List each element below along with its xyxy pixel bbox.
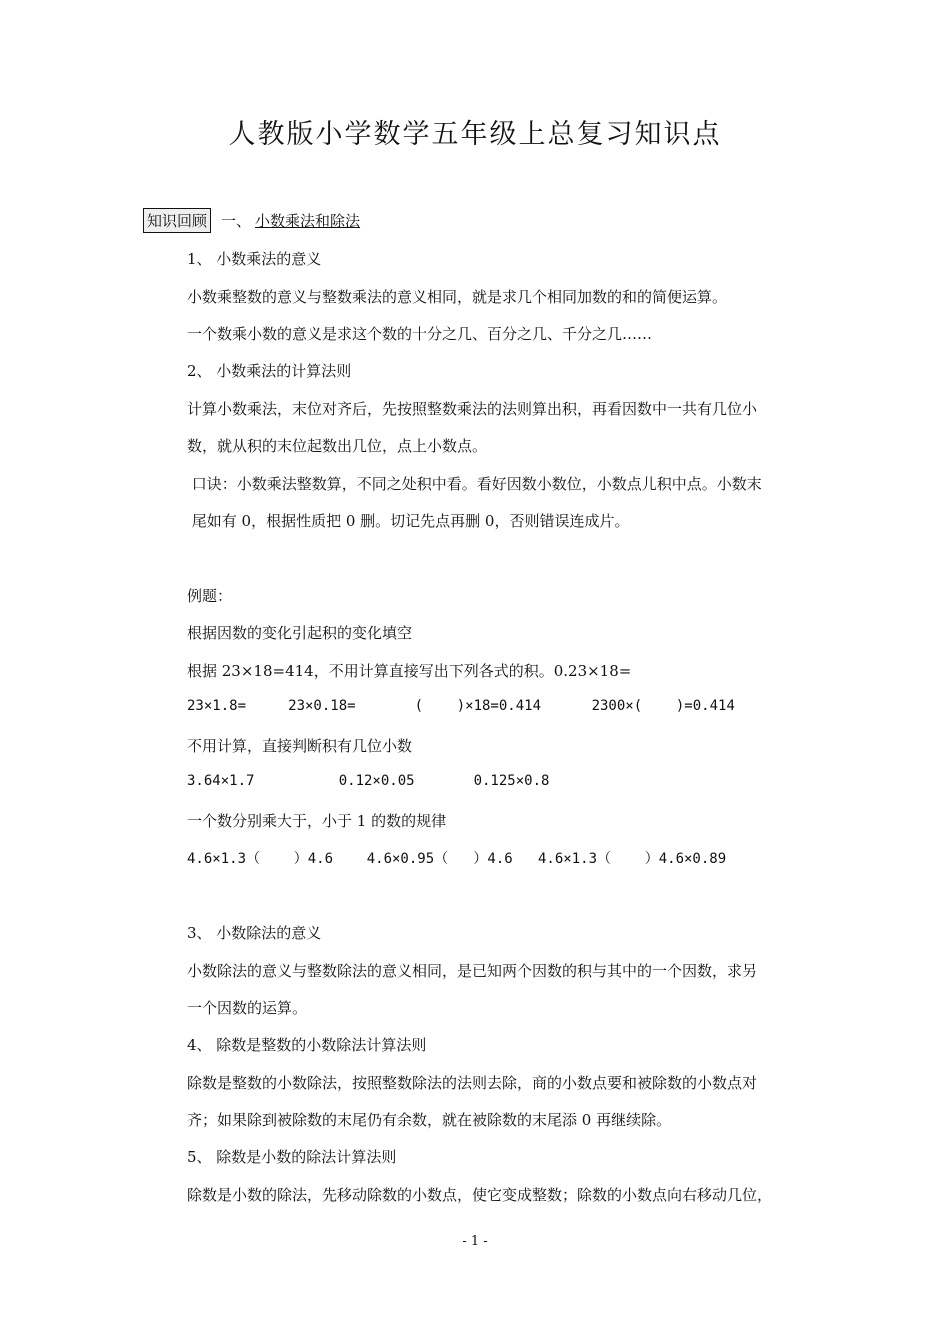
exercise-line: 23×1.8= 23×0.18= ( )×18=0.414 2300×( )=0.414	[187, 698, 735, 714]
example-label: 例题：	[187, 587, 233, 605]
paragraph-line: 不用计算，直接判断积有几位小数	[187, 737, 413, 755]
paragraph-line: 一个数乘小数的意义是求这个数的十分之几、百分之几、千分之几……	[187, 325, 653, 343]
exercise-line: 4.6×1.3（ ）4.6 4.6×0.95（ ）4.6 4.6×1.3（ ）4.6×0.89	[187, 851, 727, 867]
section-heading	[143, 208, 360, 233]
subheading-5: 5、 除数是小数的除法计算法则	[187, 1148, 397, 1166]
mnemonic-line: 口诀：小数乘法整数算，不同之处积中看。看好因数小数位，小数点儿积中点。小数末	[187, 475, 762, 493]
paragraph-line: 数，就从积的末位起数出几位，点上小数点。	[187, 437, 488, 455]
paragraph-line: 根据因数的变化引起积的变化填空	[187, 624, 413, 642]
paragraph-line: 计算小数乘法，末位对齐后，先按照整数乘法的法则算出积，再看因数中一共有几位小	[187, 400, 758, 418]
subheading-2: 2、 小数乘法的计算法则	[187, 362, 352, 380]
page-number: - 1 -	[462, 1234, 488, 1249]
subheading-4: 4、 除数是整数的小数除法计算法则	[187, 1036, 427, 1054]
paragraph-line: 小数除法的意义与整数除法的意义相同，是已知两个因数的积与其中的一个因数，求另	[187, 962, 758, 980]
paragraph-line: 除数是小数的除法，先移动除数的小数点，使它变成整数；除数的小数点向右移动几位，	[187, 1186, 773, 1204]
page-title: 人教版小学数学五年级上总复习知识点	[228, 119, 722, 150]
mnemonic-line: 尾如有 0，根据性质把 0 删。切记先点再删 0，否则错误连成片。	[187, 512, 630, 530]
subheading-1: 1、 小数乘法的意义	[187, 250, 322, 268]
paragraph-line: 根据 23×18=414，不用计算直接写出下列各式的积。0.23×18=	[187, 662, 632, 680]
paragraph-line: 小数乘整数的意义与整数乘法的意义相同，就是求几个相同加数的和的简便运算。	[187, 288, 728, 306]
paragraph-line: 一个因数的运算。	[187, 999, 308, 1017]
section-title: 小数乘法和除法	[255, 212, 361, 230]
subheading-3: 3、 小数除法的意义	[187, 924, 322, 942]
paragraph-line: 齐；如果除到被除数的末尾仍有余数，就在被除数的末尾添 0 再继续除。	[187, 1111, 672, 1129]
paragraph-line: 一个数分别乘大于，小于 1 的数的规律	[187, 812, 447, 830]
section-tag-box: 知识回顾	[143, 208, 211, 233]
paragraph-line: 除数是整数的小数除法，按照整数除法的法则去除，商的小数点要和被除数的小数点对	[187, 1074, 758, 1092]
exercise-line: 3.64×1.7 0.12×0.05 0.125×0.8	[187, 773, 550, 789]
section-number: 一、	[221, 212, 252, 230]
